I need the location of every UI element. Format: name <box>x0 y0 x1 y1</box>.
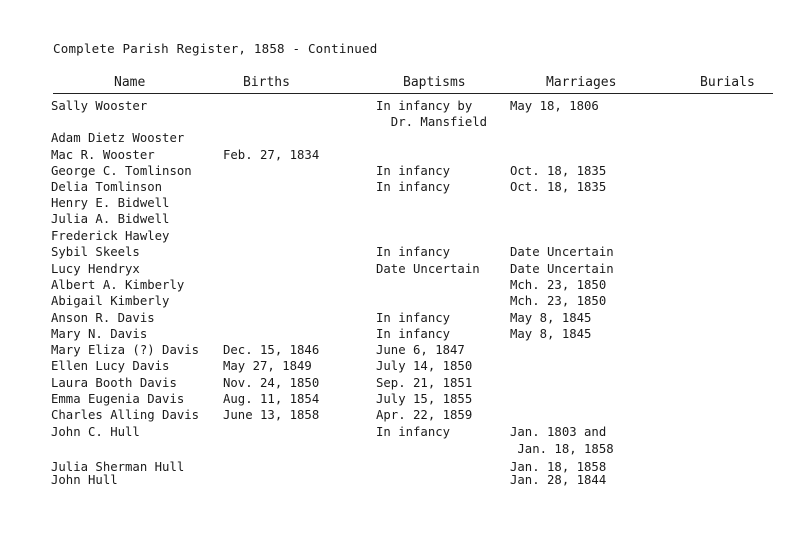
row-name: Emma Eugenia Davis <box>51 392 185 406</box>
row-name: Charles Alling Davis <box>51 408 200 422</box>
row-marriage: Date Uncertain <box>510 262 614 276</box>
header-births: Births <box>243 75 290 90</box>
row-name: Adam Dietz Wooster <box>51 131 185 145</box>
row-birth: Dec. 15, 1846 <box>223 343 320 357</box>
row-baptism: Sep. 21, 1851 <box>376 376 473 390</box>
row-marriage: May 18, 1806 <box>510 99 599 113</box>
row-marriage: May 8, 1845 <box>510 327 592 341</box>
row-baptism: Date Uncertain <box>376 262 480 276</box>
row-marriage: Oct. 18, 1835 <box>510 180 607 194</box>
row-marriage: Mch. 23, 1850 <box>510 294 607 308</box>
row-name: Julia Sherman Hull <box>51 460 185 474</box>
header-baptisms: Baptisms <box>403 75 466 90</box>
row-birth: Nov. 24, 1850 <box>223 376 320 390</box>
row-marriage: Jan. 1803 and <box>510 425 607 439</box>
row-marriage: Jan. 18, 1858 <box>510 442 614 456</box>
row-name: Henry E. Bidwell <box>51 196 170 210</box>
row-name: Anson R. Davis <box>51 311 155 325</box>
row-baptism: July 14, 1850 <box>376 359 473 373</box>
row-name: Julia A. Bidwell <box>51 212 170 226</box>
row-marriage: Jan. 18, 1858 <box>510 460 607 474</box>
row-baptism: July 15, 1855 <box>376 392 473 406</box>
row-name: John Hull <box>51 473 118 487</box>
row-birth: Feb. 27, 1834 <box>223 148 320 162</box>
row-marriage: Oct. 18, 1835 <box>510 164 607 178</box>
row-baptism: In infancy <box>376 425 451 439</box>
row-name: Frederick Hawley <box>51 229 170 243</box>
row-name: Abigail Kimberly <box>51 294 170 308</box>
page-title: Complete Parish Register, 1858 - Continued <box>53 41 378 56</box>
row-name: John C. Hull <box>51 425 140 439</box>
row-baptism: In infancy <box>376 311 451 325</box>
row-marriage: Jan. 28, 1844 <box>510 473 607 487</box>
row-baptism: In infancy <box>376 245 451 259</box>
header-rule <box>53 93 773 94</box>
row-name: Sybil Skeels <box>51 245 140 259</box>
row-baptism: In infancy <box>376 180 451 194</box>
header-name: Name <box>114 75 146 90</box>
header-burials: Burials <box>700 75 755 90</box>
row-birth: Aug. 11, 1854 <box>223 392 320 406</box>
row-name: Mary N. Davis <box>51 327 148 341</box>
row-baptism: Apr. 22, 1859 <box>376 408 473 422</box>
row-baptism: In infancy <box>376 164 451 178</box>
row-baptism: In infancy by <box>376 99 473 113</box>
row-name: Delia Tomlinson <box>51 180 163 194</box>
row-name: Ellen Lucy Davis <box>51 359 170 373</box>
row-name: George C. Tomlinson <box>51 164 192 178</box>
row-name: Sally Wooster <box>51 99 148 113</box>
row-name: Mac R. Wooster <box>51 148 155 162</box>
row-baptism: Dr. Mansfield <box>376 115 488 129</box>
row-name: Lucy Hendryx <box>51 262 140 276</box>
row-marriage: May 8, 1845 <box>510 311 592 325</box>
row-name: Laura Booth Davis <box>51 376 177 390</box>
row-birth: June 13, 1858 <box>223 408 320 422</box>
row-name: Mary Eliza (?) Davis <box>51 343 200 357</box>
row-baptism: In infancy <box>376 327 451 341</box>
row-marriage: Mch. 23, 1850 <box>510 278 607 292</box>
row-marriage: Date Uncertain <box>510 245 614 259</box>
row-birth: May 27, 1849 <box>223 359 312 373</box>
row-baptism: June 6, 1847 <box>376 343 465 357</box>
header-marriages: Marriages <box>546 75 617 90</box>
row-name: Albert A. Kimberly <box>51 278 185 292</box>
